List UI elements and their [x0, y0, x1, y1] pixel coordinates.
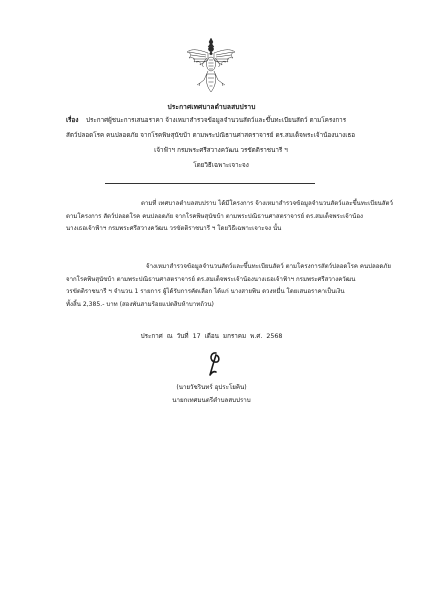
separator-line	[105, 183, 315, 184]
announcement-date: ประกาศ ณ วันที่ 17 เดือน มกราคม พ.ศ. 2568	[140, 333, 283, 340]
handwritten-signature-icon	[200, 349, 230, 379]
subject-block	[66, 113, 376, 173]
paragraph-1-line: นางเธอเจ้าฟ้าฯ กรมพระศรีสวางควัฒน วรขัตติราชนารี ฯ โดยวิธีเฉพาะเจาะจง นั้น	[66, 225, 282, 232]
paragraph-1	[66, 198, 393, 236]
subject-line-1	[66, 113, 376, 128]
paragraph-2-line: วรขัตติราชนารี ฯ จำนวน 1 รายการ ผู้ได้รับการคัดเลือก ได้แก่ นางสายพิน ดวงหมื่น โดยเสนอราคาเป็นเงิน	[66, 288, 345, 295]
subject-line-4: โดยวิธีเฉพาะเจาะจง	[193, 162, 249, 169]
subject-line-2: สัตว์ปลอดโรค คนปลอดภัย จากโรคพิษสุนัขบ้า ตามพระปณิธานศาสตราจารย์ ดร.สมเด็จพระเจ้าน้องนางเธอ	[66, 132, 356, 139]
garuda-emblem-icon	[186, 36, 236, 94]
paragraph-1-line: ตามโครงการ สัตว์ปลอดโรค คนปลอดภัย จากโรคพิษสุนัขบ้า ตามพระปณิธานศาสตราจารย์ ดร.สมเด็จพระเจ้าน้อง	[66, 212, 363, 220]
signer-position: นายกเทศมนตรีตำบลสบปราบ	[172, 397, 251, 404]
signer-name: (นายวัชรินทร์ อุประโยคิน)	[176, 384, 247, 391]
subject-text: ประกาศผู้ชนะการเสนอราคา จ้างเหมาสำรวจข้อมูลจำนวนสัตว์และขึ้นทะเบียนสัตว์ ตามโครงการ	[86, 117, 347, 124]
paragraph-2-line: จากโรคพิษสุนัขบ้า ตามพระปณิธานศาสตราจารย์ ดร.สมเด็จพระเจ้าน้องนางเธอเจ้าฟ้าฯ กรมพระศรีสวางควัฒน	[66, 275, 356, 283]
subject-line-3: เจ้าฟ้าฯ กรมพระศรีสวางควัฒน วรขัตติราชนารี ฯ	[154, 147, 288, 154]
paragraph-2-line: จ้างเหมาสำรวจข้อมูลจำนวนสัตว์และขึ้นทะเบียนสัตว์ ตามโครงการสัตว์ปลอดโรค คนปลอดภัย	[146, 263, 391, 270]
paragraph-1-line: ตามที่ เทศบาลตำบลสบปราบ ได้มีโครงการ จ้างเหมาสำรวจข้อมูลจำนวนสัตว์และขึ้นทะเบียนสัตว์	[141, 200, 393, 207]
signer-block	[0, 381, 423, 407]
paragraph-2	[66, 261, 391, 311]
subject-label: เรื่อง	[66, 117, 79, 124]
paragraph-2-line: ทั้งสิ้น 2,385.- บาท (สองพันสามร้อยแปดสิบห้าบาทถ้วน)	[66, 300, 214, 308]
page-title: ประกาศเทศบาลตำบลสบปราบ	[167, 103, 256, 111]
